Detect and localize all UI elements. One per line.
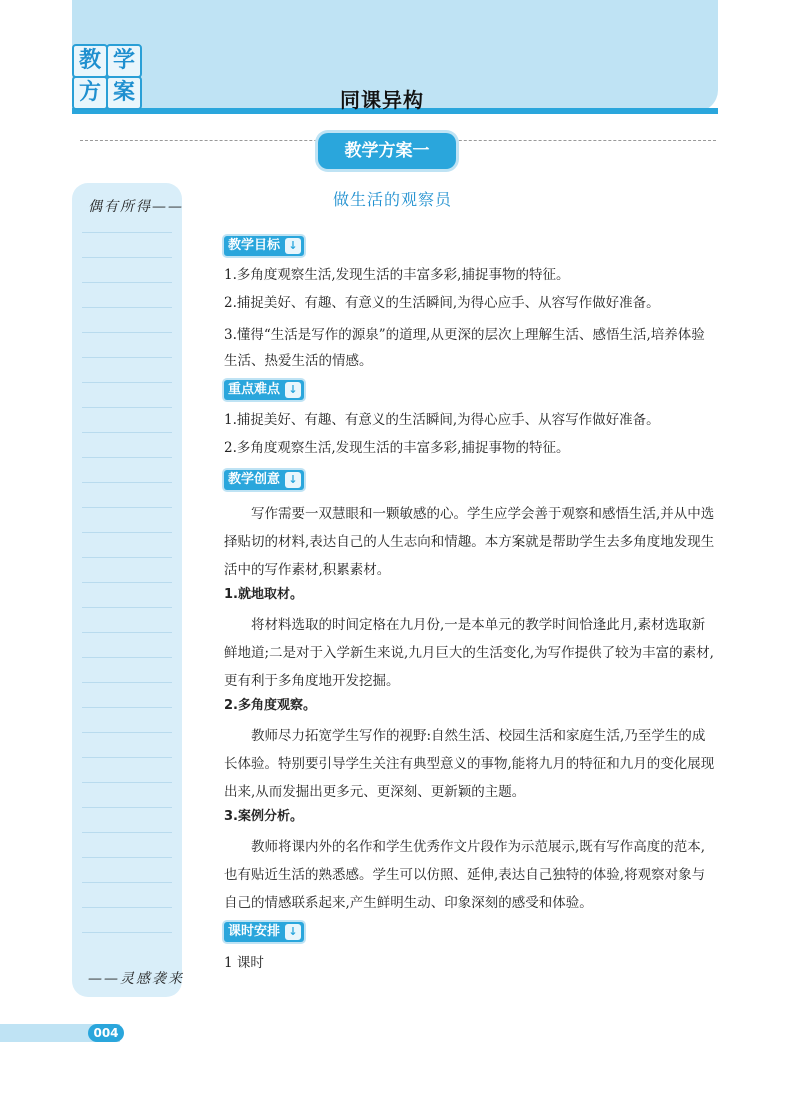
- sidebar-bottom-text: ——灵感袭来: [88, 971, 184, 987]
- schedule-text: 1 课时: [224, 955, 264, 971]
- down-arrow-icon: ↓: [285, 924, 301, 940]
- lesson-title: 做生活的观察员: [333, 190, 453, 209]
- down-arrow-icon: ↓: [285, 382, 301, 398]
- key-point-item: 1.捕捉美好、有趣、有意义的生活瞬间,为得心应手、从容写作做好准备。: [224, 412, 660, 428]
- section-tag-label: 重点难点: [228, 382, 281, 397]
- goal-item: 3.懂得“生活是写作的源泉”的道理,从更深的层次上理解生活、感悟生活,培养体验生活、热爱生活的情感。: [224, 327, 705, 369]
- down-arrow-icon: ↓: [285, 472, 301, 488]
- plan-tab: 教学方案一: [318, 133, 456, 169]
- section-tag-idea: [224, 470, 304, 490]
- section-tag-label: 教学创意: [228, 472, 281, 487]
- section-tag-label: 教学目标: [228, 238, 281, 253]
- down-arrow-icon: ↓: [285, 238, 301, 254]
- section-tag-goals: [224, 236, 304, 256]
- page-number: 004: [88, 1024, 124, 1042]
- logo-char: 学: [106, 44, 142, 78]
- goal-item: 2.捕捉美好、有趣、有意义的生活瞬间,为得心应手、从容写作做好准备。: [224, 295, 660, 311]
- idea-heading: 3.案例分析。: [224, 809, 303, 824]
- logo: [72, 44, 142, 110]
- idea-heading: 2.多角度观察。: [224, 698, 316, 713]
- sidebar-note-lines: [82, 232, 172, 952]
- page-title: 同课异构: [340, 88, 424, 112]
- section-tag-schedule: [224, 922, 304, 942]
- idea-paragraph: 教师尽力拓宽学生写作的视野:自然生活、校园生活和家庭生活,乃至学生的成长体验。特别要引导学生关注有典型意义的事物,能将九月的特征和九月的变化展现出来,从而发掘出更多元、更深刻、更新颖的主题。: [224, 728, 715, 800]
- idea-heading: 1.就地取材。: [224, 587, 303, 602]
- goal-item: 1.多角度观察生活,发现生活的丰富多彩,捕捉事物的特征。: [224, 267, 570, 283]
- logo-char: 教: [72, 44, 108, 78]
- section-tag-label: 课时安排: [228, 924, 281, 939]
- logo-char: 案: [106, 76, 142, 110]
- section-tag-key-points: [224, 380, 304, 400]
- logo-char: 方: [72, 76, 108, 110]
- key-point-item: 2.多角度观察生活,发现生活的丰富多彩,捕捉事物的特征。: [224, 440, 570, 456]
- idea-intro: 写作需要一双慧眼和一颗敏感的心。学生应学会善于观察和感悟生活,并从中选择贴切的材料,表达自己的人生志向和情趣。本方案就是帮助学生去多角度地发现生活中的写作素材,积累素材。: [224, 506, 715, 578]
- idea-paragraph: 教师将课内外的名作和学生优秀作文片段作为示范展示,既有写作高度的范本,也有贴近生活的熟悉感。学生可以仿照、延伸,表达自己独特的体验,将观察对象与自己的情感联系起来,产生鲜明生动、印象深刻的感受和体验。: [224, 839, 706, 911]
- sidebar-top-text: 偶有所得——: [88, 199, 184, 215]
- idea-paragraph: 将材料选取的时间定格在九月份,一是本单元的教学时间恰逢此月,素材选取新鲜地道;二是对于入学新生来说,九月巨大的生活变化,为写作提供了较为丰富的素材,更有利于多角度地开发挖掘。: [224, 617, 714, 689]
